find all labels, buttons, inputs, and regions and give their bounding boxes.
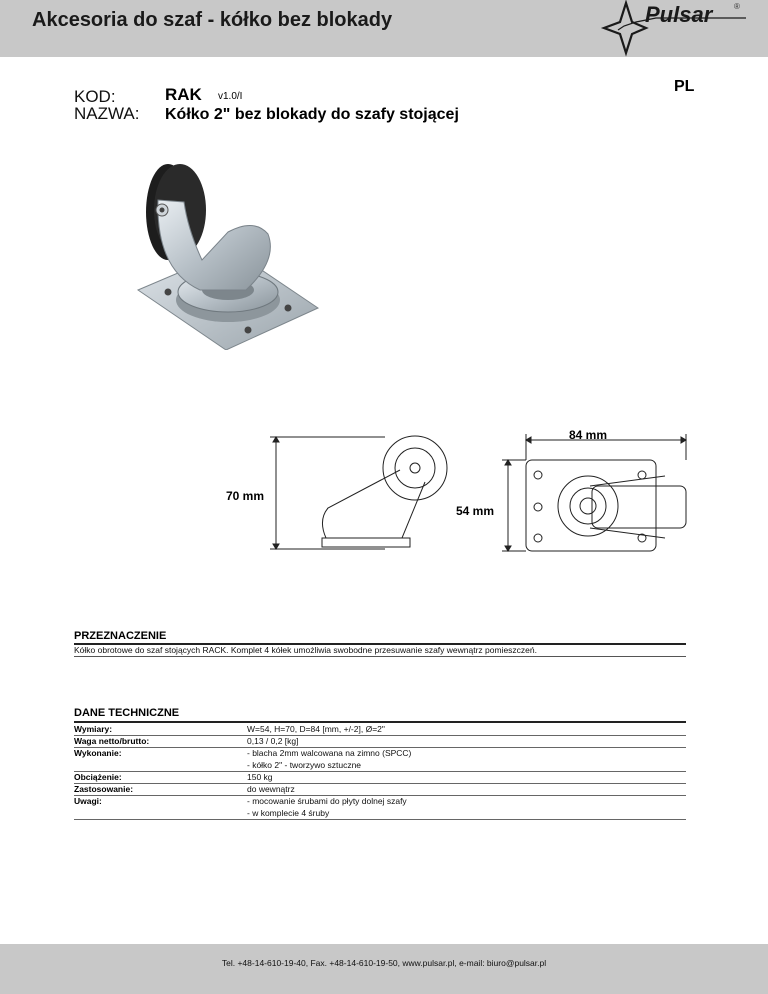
code-label: KOD: bbox=[74, 87, 116, 106]
tech-value: 150 kg bbox=[247, 772, 273, 782]
footer-bar bbox=[0, 944, 768, 994]
tech-key: Uwagi: bbox=[74, 796, 102, 806]
language-code: PL bbox=[674, 78, 695, 95]
purpose-text: Kółko obrotowe do szaf stojących RACK. Komplet 4 kółek umożliwia swobodne przesuwanie szafy wewnątrz pomieszczeń. bbox=[74, 645, 537, 655]
tech-row bbox=[74, 795, 686, 807]
tech-row bbox=[74, 759, 686, 771]
purpose-heading: PRZEZNACZENIE bbox=[74, 630, 167, 642]
tech-value: - mocowanie śrubami do płyty dolnej szafy bbox=[247, 796, 407, 806]
tech-row bbox=[74, 723, 686, 735]
tech-key: Zastosowanie: bbox=[74, 784, 134, 794]
name-label: NAZWA: bbox=[74, 104, 140, 123]
dimension-width: 84 mm bbox=[569, 428, 608, 442]
tech-key: Wykonanie: bbox=[74, 748, 122, 758]
tech-row bbox=[74, 771, 686, 783]
tech-value: - w komplecie 4 śruby bbox=[247, 808, 330, 818]
product-version: v1.0/I bbox=[218, 91, 243, 102]
tech-row bbox=[74, 735, 686, 747]
tech-row bbox=[74, 783, 686, 795]
tech-value: - blacha 2mm walcowana na zimno (SPCC) bbox=[247, 748, 412, 758]
tech-value: - kółko 2" - tworzywo sztuczne bbox=[247, 760, 362, 770]
tech-row bbox=[74, 807, 686, 819]
tech-value: 0,13 / 0,2 [kg] bbox=[247, 736, 299, 746]
tech-key: Wymiary: bbox=[74, 724, 113, 734]
tech-value: do wewnątrz bbox=[247, 784, 295, 794]
caster-photo bbox=[128, 140, 324, 350]
tech-key: Obciążenie: bbox=[74, 772, 122, 782]
footer-contact: Tel. +48-14-610-19-40, Fax. +48-14-610-19-50, www.pulsar.pl, e-mail: biuro@pulsar.pl bbox=[221, 958, 547, 968]
logo-registered-mark: ® bbox=[734, 2, 740, 11]
dimension-drawing bbox=[210, 420, 700, 570]
product-code: RAK bbox=[165, 85, 202, 104]
tech-value: W=54, H=70, D=84 [mm, +/-2], Ø=2" bbox=[247, 724, 385, 734]
row-divider bbox=[74, 819, 686, 820]
dimension-depth: 54 mm bbox=[456, 504, 495, 518]
page-title: Akcesoria do szaf - kółko bez blokady bbox=[32, 9, 393, 31]
product-name: Kółko 2" bez blokady do szafy stojącej bbox=[165, 106, 459, 123]
tech-row bbox=[74, 747, 686, 759]
tech-heading: DANE TECHNICZNE bbox=[74, 707, 180, 719]
tech-key: Waga netto/brutto: bbox=[74, 736, 150, 746]
purpose-bottom-rule bbox=[74, 656, 686, 657]
logo-text: Pulsar bbox=[645, 2, 713, 27]
dimension-height: 70 mm bbox=[226, 489, 265, 503]
